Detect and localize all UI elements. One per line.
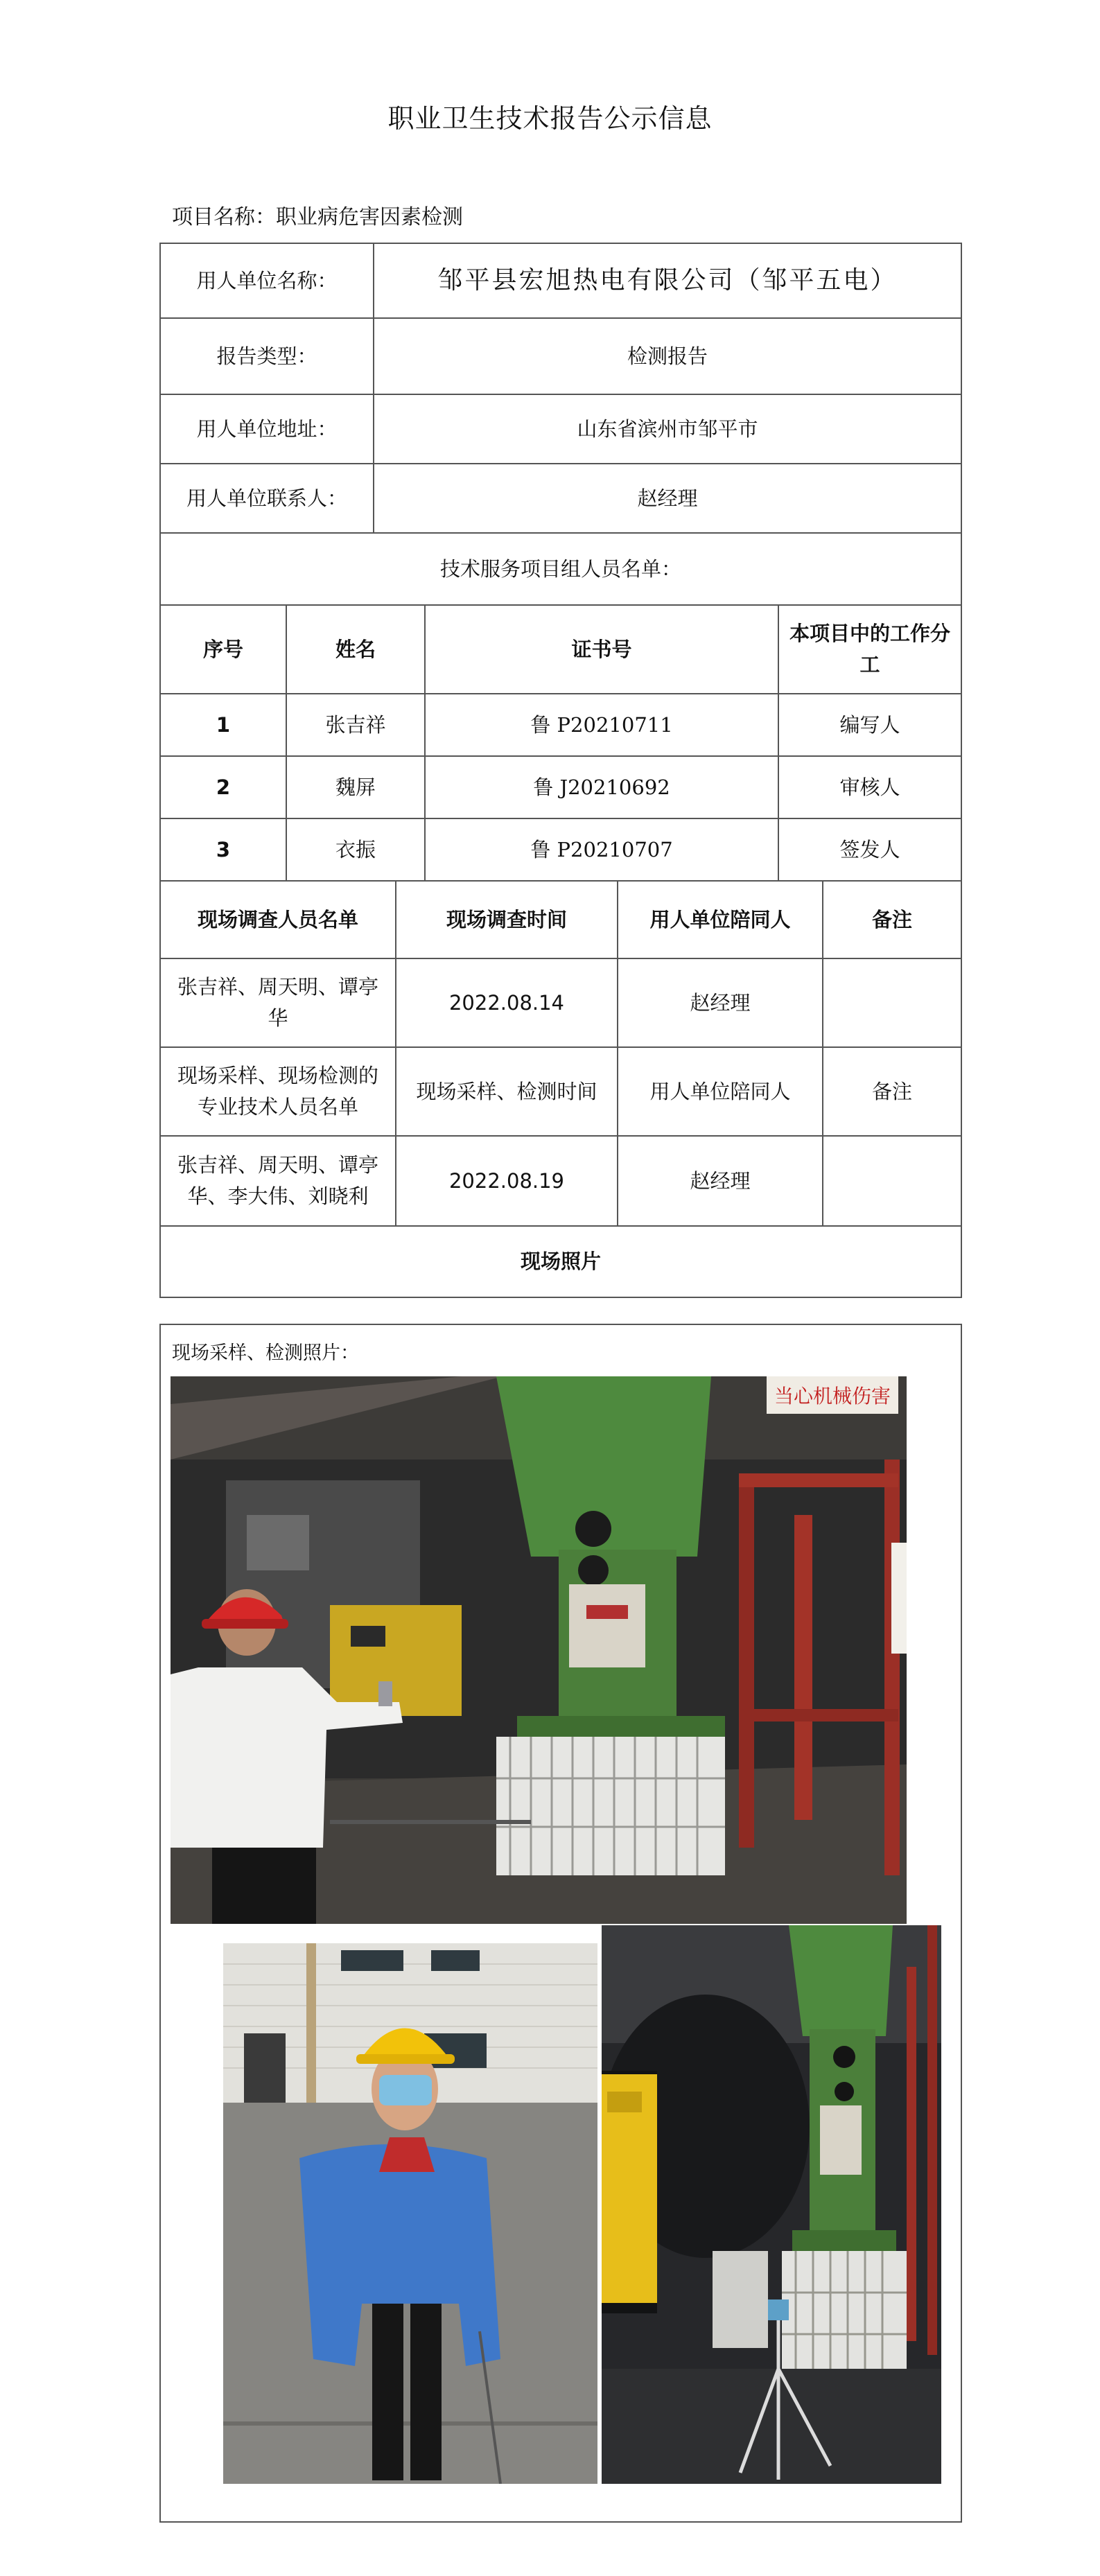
sampling-note — [823, 1137, 961, 1225]
address-label: 用人单位地址： — [161, 395, 374, 463]
table-row — [161, 694, 961, 757]
sampling-row — [161, 1137, 961, 1227]
report-type-row — [161, 319, 961, 395]
photos-heading-row — [161, 1227, 961, 1297]
contact-value: 赵经理 — [637, 486, 698, 510]
team-role: 编写人 — [839, 712, 900, 737]
sampling-staff: 张吉祥、周天明、谭亭华、李大伟、刘晓利 — [161, 1137, 396, 1225]
team-heading-row — [161, 534, 961, 606]
survey-header-date: 现场调查时间 — [396, 882, 618, 958]
team-cert: 鲁 P20210707 — [426, 819, 779, 880]
team-no: 1 — [161, 694, 287, 755]
project-name: 职业病危害因素检测 — [276, 205, 463, 229]
team-header-name: 姓名 — [287, 606, 426, 693]
site-photo-worker — [223, 1943, 597, 2484]
contact-row — [161, 464, 961, 534]
team-role: 签发人 — [839, 837, 900, 861]
survey-header-staff: 现场调查人员名单 — [161, 882, 396, 958]
project-label: 项目名称： — [172, 205, 276, 229]
address-row — [161, 395, 961, 464]
report-type-label: 报告类型： — [161, 319, 374, 394]
page-title: 职业卫生技术报告公示信息 — [387, 103, 713, 134]
survey-header-row — [161, 882, 961, 959]
team-role: 审核人 — [839, 775, 900, 799]
info-table — [159, 243, 962, 1298]
survey-header-note: 备注 — [871, 907, 912, 931]
survey-note — [823, 959, 961, 1046]
team-no: 2 — [161, 757, 287, 818]
sampling-header-note: 备注 — [871, 1079, 912, 1103]
team-no: 3 — [161, 819, 287, 880]
team-header-no: 序号 — [161, 606, 287, 693]
unit-name-label: 用人单位名称： — [161, 244, 374, 317]
photos-heading: 现场照片 — [520, 1250, 601, 1274]
team-name: 张吉祥 — [287, 694, 426, 755]
team-cert: 鲁 P20210711 — [426, 694, 779, 755]
team-name: 衣振 — [287, 819, 426, 880]
survey-header-companion: 用人单位陪同人 — [618, 882, 823, 958]
table-row — [161, 819, 961, 882]
team-cert: 鲁 J20210692 — [426, 757, 779, 818]
address-value: 山东省滨州市邹平市 — [577, 417, 758, 441]
survey-companion: 赵经理 — [618, 959, 823, 1046]
contact-label: 用人单位联系人： — [161, 464, 374, 532]
team-header-role: 本项目中的工作分工 — [789, 622, 950, 676]
photo-label: 现场采样、检测照片： — [172, 1342, 359, 1364]
sampling-header-companion: 用人单位陪同人 — [618, 1048, 823, 1135]
team-name: 魏屏 — [287, 757, 426, 818]
photo-section — [159, 1324, 962, 2523]
sampling-header-row — [161, 1048, 961, 1137]
survey-staff: 张吉祥、周天明、谭亭华 — [161, 959, 396, 1046]
sampling-companion: 赵经理 — [618, 1137, 823, 1225]
safety-sign-text: 当心机械伤害 — [774, 1385, 891, 1407]
team-header-cert: 证书号 — [426, 606, 779, 693]
sampling-header-staff: 现场采样、现场检测的专业技术人员名单 — [161, 1048, 396, 1135]
site-photo-machine — [171, 1376, 907, 1924]
site-photo-machine-image — [171, 1376, 907, 1924]
site-photo-sampler-image — [602, 1925, 941, 2484]
unit-name-value: 邹平县宏旭热电有限公司（邹平五电） — [437, 266, 898, 295]
team-heading: 技术服务项目组人员名单： — [439, 557, 681, 581]
survey-row — [161, 959, 961, 1048]
report-type-value: 检测报告 — [627, 344, 708, 368]
site-photo-worker-image — [223, 1943, 597, 2484]
survey-date: 2022.08.14 — [396, 959, 618, 1046]
project-line — [172, 200, 463, 230]
table-row — [161, 757, 961, 819]
sampling-header-date: 现场采样、检测时间 — [396, 1048, 618, 1135]
site-photo-sampler — [602, 1925, 941, 2484]
unit-name-row — [161, 244, 961, 319]
sampling-date: 2022.08.19 — [396, 1137, 618, 1225]
team-header-row — [161, 606, 961, 694]
